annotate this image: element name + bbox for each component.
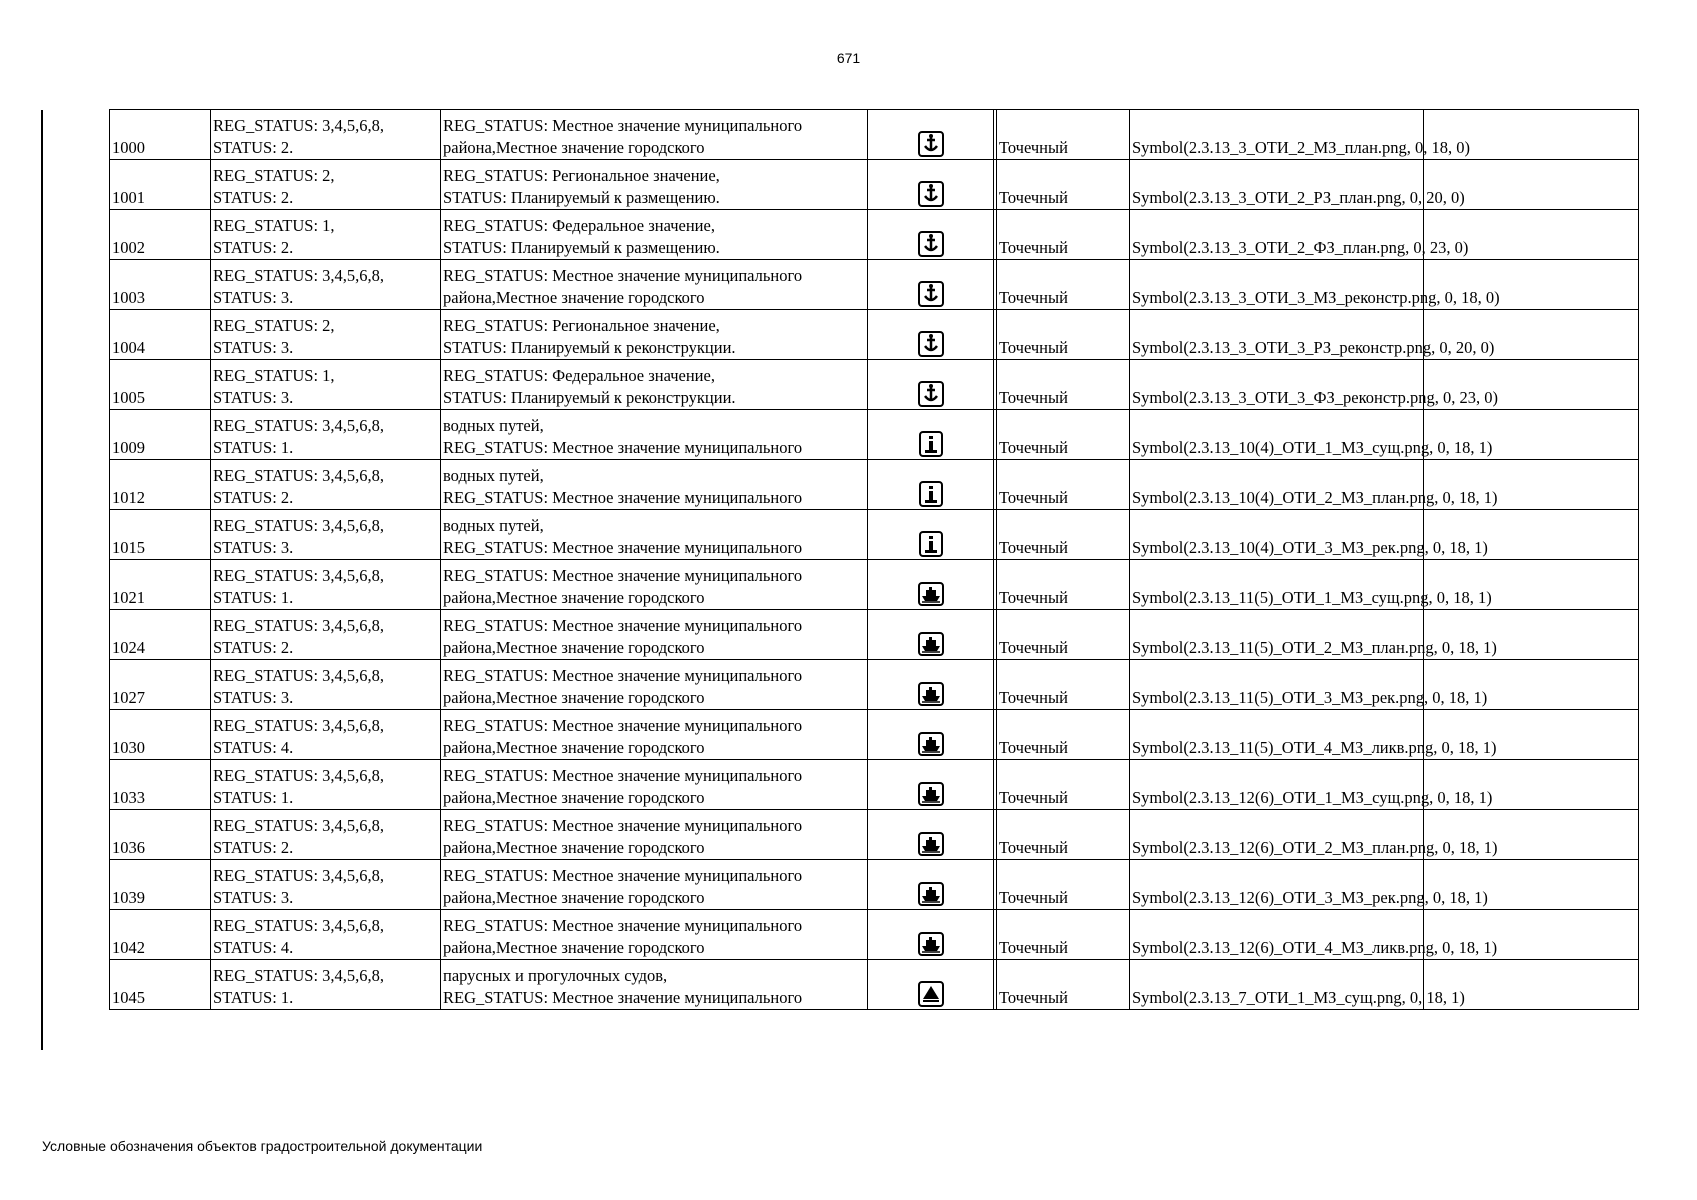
row-condition [211,610,441,660]
row-type: Точечный [997,860,1130,910]
row-condition [211,760,441,810]
row-symbol-definition: Symbol(2.3.13_7_ОТИ_1_МЗ_сущ.png, 0, 18, 1) [1130,960,1424,1010]
condition-line: REG_STATUS: 3,4,5,6,8, [213,466,385,485]
condition-line: STATUS: 3. [213,688,294,707]
row-code: 1036 [110,810,211,860]
description-line: парусных и прогулочных судов, [443,966,668,985]
row-symbol-definition: Symbol(2.3.13_10(4)_ОТИ_3_МЗ_рек.png, 0, 18, 1) [1130,510,1424,560]
row-condition [211,310,441,360]
description-line: района,Местное значение городского [443,138,705,157]
ship-icon [916,683,946,702]
row-description [441,110,868,160]
row-code: 1015 [110,510,211,560]
sailboat-icon [916,983,946,1002]
description-line: района,Местное значение городского [443,788,705,807]
row-symbol-cell [868,960,994,1010]
row-type: Точечный [997,760,1130,810]
description-line: REG_STATUS: Региональное значение, [443,166,720,185]
row-code: 1001 [110,160,211,210]
condition-line: REG_STATUS: 3,4,5,6,8, [213,416,385,435]
condition-line: REG_STATUS: 3,4,5,6,8, [213,666,385,685]
table-row [110,260,1639,310]
row-type: Точечный [997,160,1130,210]
description-line: района,Местное значение городского [443,288,705,307]
margin-line [41,110,43,1050]
row-code: 1005 [110,360,211,410]
row-symbol-definition: Symbol(2.3.13_12(6)_ОТИ_1_МЗ_сущ.png, 0, 18, 1) [1130,760,1424,810]
description-line: района,Местное значение городского [443,738,705,757]
description-line: REG_STATUS: Местное значение муниципального [443,116,803,135]
row-symbol-cell [868,760,994,810]
description-line: REG_STATUS: Местное значение муниципального [443,816,803,835]
row-condition [211,360,441,410]
row-description [441,660,868,710]
beacon-icon [916,483,946,502]
row-condition [211,260,441,310]
condition-line: REG_STATUS: 3,4,5,6,8, [213,516,385,535]
table-row [110,760,1639,810]
row-symbol-definition: Symbol(2.3.13_12(6)_ОТИ_3_МЗ_рек.png, 0, 18, 1) [1130,860,1424,910]
anchor-icon [916,233,946,252]
row-type: Точечный [997,360,1130,410]
condition-line: REG_STATUS: 3,4,5,6,8, [213,116,385,135]
row-symbol-cell [868,910,994,960]
condition-line: REG_STATUS: 1, [213,216,335,235]
row-code: 1003 [110,260,211,310]
condition-line: STATUS: 2. [213,188,294,207]
row-description [441,160,868,210]
table-row [110,910,1639,960]
row-condition [211,910,441,960]
description-line: REG_STATUS: Местное значение муниципального [443,988,803,1007]
row-symbol-definition: Symbol(2.3.13_11(5)_ОТИ_4_МЗ_ликв.png, 0, 18, 1) [1130,710,1424,760]
ship-icon [916,933,946,952]
beacon-icon [916,433,946,452]
description-line: REG_STATUS: Местное значение муниципального [443,766,803,785]
description-line: района,Местное значение городского [443,588,705,607]
row-type: Точечный [997,610,1130,660]
condition-line: STATUS: 2. [213,238,294,257]
row-symbol-definition: Symbol(2.3.13_3_ОТИ_3_РЗ_реконстр.png, 0, 20, 0) [1130,310,1424,360]
condition-line: STATUS: 2. [213,488,294,507]
row-type: Точечный [997,810,1130,860]
anchor-icon [916,133,946,152]
row-symbol-definition: Symbol(2.3.13_3_ОТИ_2_МЗ_план.png, 0, 18, 0) [1130,110,1424,160]
condition-line: REG_STATUS: 1, [213,366,335,385]
table-row [110,160,1639,210]
row-symbol-definition: Symbol(2.3.13_12(6)_ОТИ_2_МЗ_план.png, 0, 18, 1) [1130,810,1424,860]
condition-line: STATUS: 4. [213,738,294,757]
table-row [110,110,1639,160]
row-condition [211,460,441,510]
row-symbol-cell [868,310,994,360]
description-line: STATUS: Планируемый к реконструкции. [443,338,736,357]
row-symbol-cell [868,560,994,610]
description-line: водных путей, [443,516,544,535]
row-symbol-definition: Symbol(2.3.13_12(6)_ОТИ_4_МЗ_ликв.png, 0, 18, 1) [1130,910,1424,960]
row-type: Точечный [997,560,1130,610]
row-symbol-definition: Symbol(2.3.13_11(5)_ОТИ_1_МЗ_сущ.png, 0, 18, 1) [1130,560,1424,610]
description-line: REG_STATUS: Местное значение муниципального [443,538,803,557]
page-number: 671 [836,50,861,66]
table-row [110,460,1639,510]
condition-line: STATUS: 1. [213,438,294,457]
row-description [441,860,868,910]
row-description [441,410,868,460]
ship-icon [916,783,946,802]
row-code: 1002 [110,210,211,260]
row-code: 1027 [110,660,211,710]
description-line: REG_STATUS: Местное значение муниципального [443,916,803,935]
row-symbol-definition: Symbol(2.3.13_3_ОТИ_2_РЗ_план.png, 0, 20, 0) [1130,160,1424,210]
ship-icon [916,733,946,752]
row-description [441,610,868,660]
anchor-icon [916,333,946,352]
row-symbol-cell [868,860,994,910]
row-symbol-cell [868,610,994,660]
description-line: STATUS: Планируемый к реконструкции. [443,388,736,407]
condition-line: STATUS: 1. [213,588,294,607]
row-condition [211,960,441,1010]
condition-line: REG_STATUS: 3,4,5,6,8, [213,616,385,635]
condition-line: STATUS: 2. [213,638,294,657]
row-symbol-cell [868,360,994,410]
row-description [441,510,868,560]
description-line: REG_STATUS: Местное значение муниципального [443,266,803,285]
condition-line: STATUS: 1. [213,788,294,807]
condition-line: STATUS: 3. [213,338,294,357]
condition-line: REG_STATUS: 2, [213,166,335,185]
row-symbol-definition: Symbol(2.3.13_3_ОТИ_3_МЗ_реконстр.png, 0, 18, 0) [1130,260,1424,310]
description-line: района,Местное значение городского [443,688,705,707]
row-code: 1039 [110,860,211,910]
description-line: REG_STATUS: Региональное значение, [443,316,720,335]
row-code: 1024 [110,610,211,660]
condition-line: STATUS: 4. [213,938,294,957]
document-footer: Условные обозначения объектов градостроительной документации [42,1138,483,1154]
table-row [110,810,1639,860]
row-description [441,310,868,360]
symbol-legend-table [109,109,1639,1010]
row-description [441,960,868,1010]
condition-line: STATUS: 2. [213,138,294,157]
row-symbol-cell [868,260,994,310]
ship-icon [916,583,946,602]
row-condition [211,410,441,460]
row-description [441,210,868,260]
row-condition [211,560,441,610]
condition-line: REG_STATUS: 3,4,5,6,8, [213,916,385,935]
condition-line: REG_STATUS: 3,4,5,6,8, [213,966,385,985]
row-symbol-cell [868,210,994,260]
row-symbol-definition: Symbol(2.3.13_11(5)_ОТИ_2_МЗ_план.png, 0, 18, 1) [1130,610,1424,660]
row-symbol-definition: Symbol(2.3.13_10(4)_ОТИ_2_МЗ_план.png, 0, 18, 1) [1130,460,1424,510]
description-line: REG_STATUS: Местное значение муниципального [443,566,803,585]
row-type: Точечный [997,410,1130,460]
row-condition [211,110,441,160]
row-condition [211,860,441,910]
row-code: 1033 [110,760,211,810]
table-row [110,210,1639,260]
condition-line: REG_STATUS: 3,4,5,6,8, [213,566,385,585]
row-code: 1021 [110,560,211,610]
table-row [110,510,1639,560]
condition-line: REG_STATUS: 3,4,5,6,8, [213,866,385,885]
anchor-icon [916,283,946,302]
condition-line: REG_STATUS: 3,4,5,6,8, [213,816,385,835]
description-line: REG_STATUS: Федеральное значение, [443,366,715,385]
row-description [441,460,868,510]
condition-line: STATUS: 3. [213,538,294,557]
beacon-icon [916,533,946,552]
row-description [441,560,868,610]
table-row [110,710,1639,760]
row-symbol-cell [868,660,994,710]
row-code: 1004 [110,310,211,360]
row-type: Точечный [997,460,1130,510]
row-symbol-cell [868,710,994,760]
description-line: REG_STATUS: Местное значение муниципального [443,438,803,457]
row-condition [211,510,441,560]
condition-line: STATUS: 3. [213,388,294,407]
row-condition [211,210,441,260]
table-row [110,860,1639,910]
row-type: Точечный [997,510,1130,560]
row-type: Точечный [997,210,1130,260]
description-line: STATUS: Планируемый к размещению. [443,238,720,257]
row-description [441,710,868,760]
row-symbol-definition: Symbol(2.3.13_10(4)_ОТИ_1_МЗ_сущ.png, 0, 18, 1) [1130,410,1424,460]
row-description [441,910,868,960]
row-symbol-cell [868,160,994,210]
row-symbol-definition: Symbol(2.3.13_3_ОТИ_3_ФЗ_реконстр.png, 0, 23, 0) [1130,360,1424,410]
row-type: Точечный [997,660,1130,710]
condition-line: STATUS: 3. [213,288,294,307]
description-line: STATUS: Планируемый к размещению. [443,188,720,207]
description-line: района,Местное значение городского [443,938,705,957]
condition-line: REG_STATUS: 2, [213,316,335,335]
row-symbol-cell [868,110,994,160]
condition-line: STATUS: 3. [213,888,294,907]
row-description [441,760,868,810]
row-code: 1000 [110,110,211,160]
row-description [441,360,868,410]
row-code: 1009 [110,410,211,460]
anchor-icon [916,383,946,402]
row-type: Точечный [997,260,1130,310]
row-type: Точечный [997,110,1130,160]
table-row [110,960,1639,1010]
table-row [110,360,1639,410]
description-line: REG_STATUS: Местное значение муниципального [443,616,803,635]
row-condition [211,710,441,760]
condition-line: STATUS: 1. [213,988,294,1007]
row-condition [211,660,441,710]
row-symbol-definition: Symbol(2.3.13_11(5)_ОТИ_3_МЗ_рек.png, 0, 18, 1) [1130,660,1424,710]
table-row [110,410,1639,460]
row-type: Точечный [997,310,1130,360]
row-condition [211,160,441,210]
table-row [110,560,1639,610]
description-line: водных путей, [443,466,544,485]
anchor-icon [916,183,946,202]
condition-line: REG_STATUS: 3,4,5,6,8, [213,716,385,735]
ship-icon [916,833,946,852]
condition-line: REG_STATUS: 3,4,5,6,8, [213,266,385,285]
row-symbol-cell [868,460,994,510]
row-code: 1012 [110,460,211,510]
table-row [110,660,1639,710]
row-symbol-cell [868,510,994,560]
description-line: REG_STATUS: Местное значение муниципального [443,866,803,885]
row-type: Точечный [997,710,1130,760]
description-line: REG_STATUS: Местное значение муниципального [443,666,803,685]
description-line: района,Местное значение городского [443,888,705,907]
row-type: Точечный [997,960,1130,1010]
description-line: REG_STATUS: Местное значение муниципального [443,716,803,735]
row-symbol-cell [868,410,994,460]
table-row [110,310,1639,360]
description-line: района,Местное значение городского [443,838,705,857]
description-line: водных путей, [443,416,544,435]
row-condition [211,810,441,860]
row-code: 1030 [110,710,211,760]
ship-icon [916,633,946,652]
description-line: REG_STATUS: Местное значение муниципального [443,488,803,507]
row-type: Точечный [997,910,1130,960]
row-description [441,810,868,860]
table-row [110,610,1639,660]
ship-icon [916,883,946,902]
description-line: района,Местное значение городского [443,638,705,657]
row-code: 1045 [110,960,211,1010]
description-line: REG_STATUS: Федеральное значение, [443,216,715,235]
row-description [441,260,868,310]
row-symbol-definition: Symbol(2.3.13_3_ОТИ_2_ФЗ_план.png, 0, 23, 0) [1130,210,1424,260]
row-symbol-cell [868,810,994,860]
condition-line: STATUS: 2. [213,838,294,857]
condition-line: REG_STATUS: 3,4,5,6,8, [213,766,385,785]
row-code: 1042 [110,910,211,960]
